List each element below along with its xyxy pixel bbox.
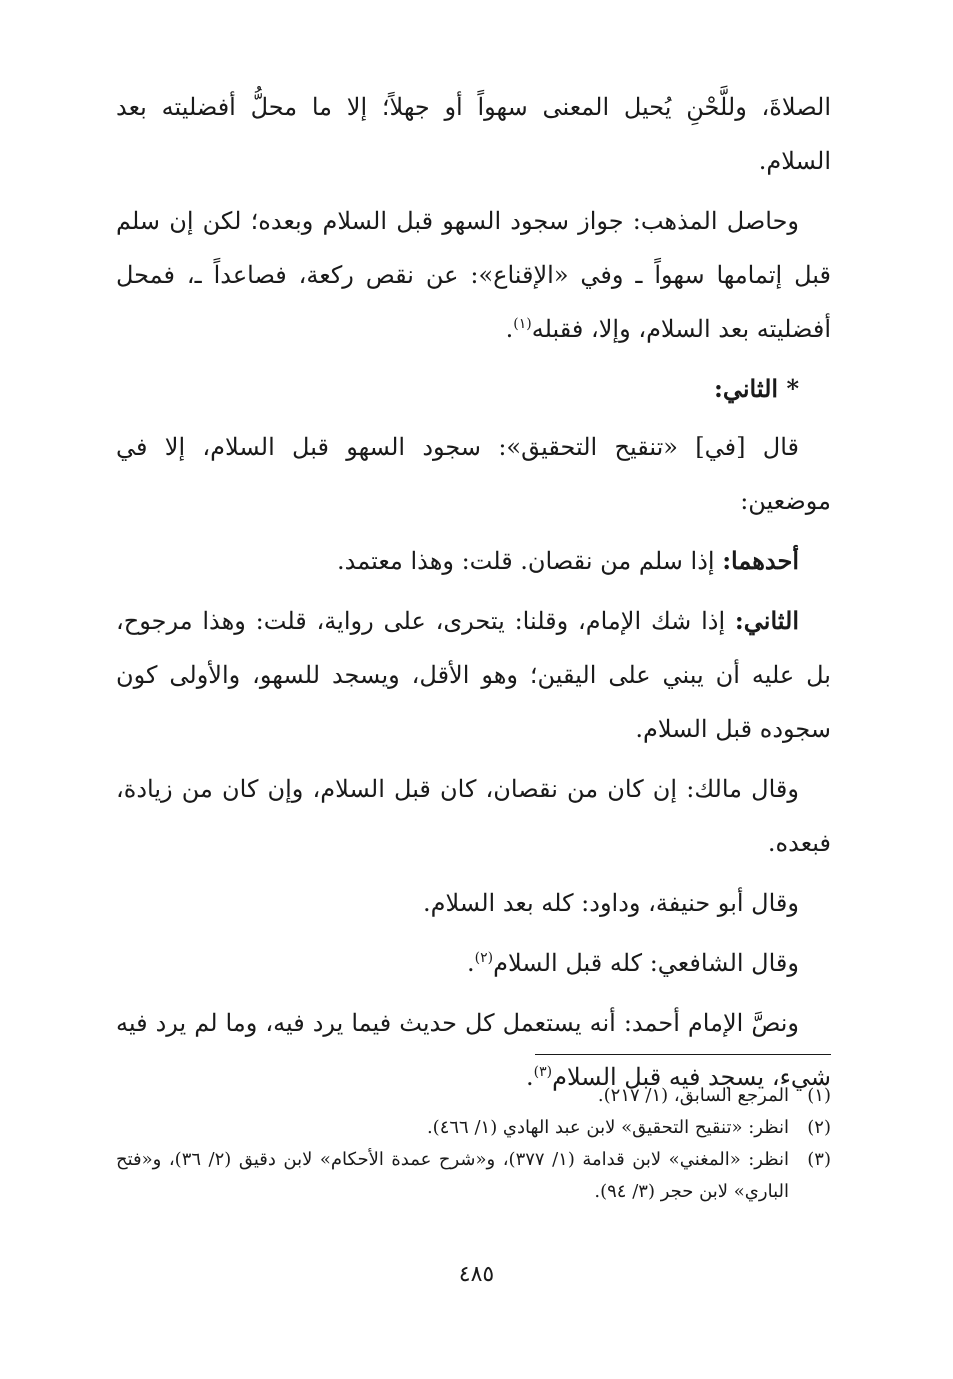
paragraph-8-end: . bbox=[467, 949, 475, 977]
footnotes bbox=[116, 1080, 831, 1208]
paragraph-9-text: ونصَّ الإمام أحمد: أنه يستعمل كل حديث فيما يرد فيه، وما لم يرد فيه شيء، يسجد فيه قبل السلام bbox=[116, 1009, 831, 1091]
footnote-1-text: المرجع السابق، (١/ ٢١٧). bbox=[597, 1085, 789, 1106]
footnote-3-number: (٣) bbox=[807, 1149, 831, 1170]
section-heading-text: * الثاني: bbox=[714, 374, 799, 403]
footnote-ref-2[interactable]: (٢) bbox=[474, 950, 494, 966]
page-body bbox=[116, 80, 831, 1110]
paragraph-3-text: قال [في] «تنقيح التحقيق»: سجود السهو قبل السلام، إلا في موضعين: bbox=[116, 433, 831, 515]
page-number: ٤٨٥ bbox=[458, 1262, 495, 1287]
paragraph-1-text: الصلاةَ، وللَّحْنِ يُحيل المعنى سهواً أو جهلاً؛ إلا ما محلُّ أفضليته بعد السلام. bbox=[116, 93, 831, 175]
paragraph-7-text: وقال أبو حنيفة، وداود: كله بعد السلام. bbox=[422, 889, 799, 917]
paragraph-2 bbox=[116, 194, 831, 356]
footnote-3-text: انظر: «المغني» لابن قدامة (١/ ٣٧٧)، و«شرح عمدة الأحكام» لابن دقيق (٢/ ٣٦)، و«فتح الباري» لابن حجر (٣/ ٩٤). bbox=[116, 1149, 789, 1202]
paragraph-8 bbox=[116, 936, 831, 990]
section-heading bbox=[116, 362, 831, 416]
paragraph-2-text: وحاصل المذهب: جواز سجود السهو قبل السلام وبعده؛ لكن إن سلم قبل إتمامها سهواً ـ وفي «الإقناع»: عن نقص ركعة، فصاعداً ـ، فمحل أفضليته بعد السلام، وإلا، فقبله bbox=[116, 207, 831, 343]
paragraph-3 bbox=[116, 420, 831, 528]
paragraph-5-text: إذا شك الإمام، وقلنا: يتحرى، على رواية، قلت: وهذا مرجوح، بل عليه أن يبني على اليقين؛ وهو الأقل، ويسجد للسهو، والأولى كون سجوده قبل السلام. bbox=[116, 607, 831, 743]
paragraph-6 bbox=[116, 762, 831, 870]
footnote-2-number: (٢) bbox=[807, 1117, 831, 1138]
paragraph-2-end: . bbox=[505, 315, 514, 343]
paragraph-4-label: أحدهما: bbox=[722, 546, 799, 575]
paragraph-1 bbox=[116, 80, 831, 188]
footnote-divider bbox=[535, 1054, 831, 1055]
paragraph-4 bbox=[116, 534, 831, 588]
footnote-ref-3[interactable]: (٣) bbox=[533, 1064, 553, 1080]
paragraph-8-text: وقال الشافعي: كله قبل السلام bbox=[493, 949, 799, 977]
footnote-3 bbox=[116, 1144, 831, 1208]
footnote-1-number: (١) bbox=[807, 1085, 831, 1106]
footnote-2 bbox=[116, 1112, 831, 1144]
paragraph-7 bbox=[116, 876, 831, 930]
paragraph-6-text: وقال مالك: إن كان من نقصان، كان قبل السلام، وإن كان من زيادة، فبعده. bbox=[116, 775, 831, 857]
paragraph-5-label: الثاني: bbox=[734, 606, 799, 635]
paragraph-5 bbox=[116, 594, 831, 756]
paragraph-4-text: إذا سلم من نقصان. قلت: وهذا معتمد. bbox=[337, 547, 723, 575]
footnote-2-text: انظر: «تنقيح التحقيق» لابن عبد الهادي (١/ ٤٦٦). bbox=[426, 1117, 789, 1138]
footnote-1 bbox=[116, 1080, 831, 1112]
paragraph-9-end: . bbox=[526, 1063, 534, 1091]
footnote-ref-1[interactable]: (١) bbox=[513, 316, 532, 332]
